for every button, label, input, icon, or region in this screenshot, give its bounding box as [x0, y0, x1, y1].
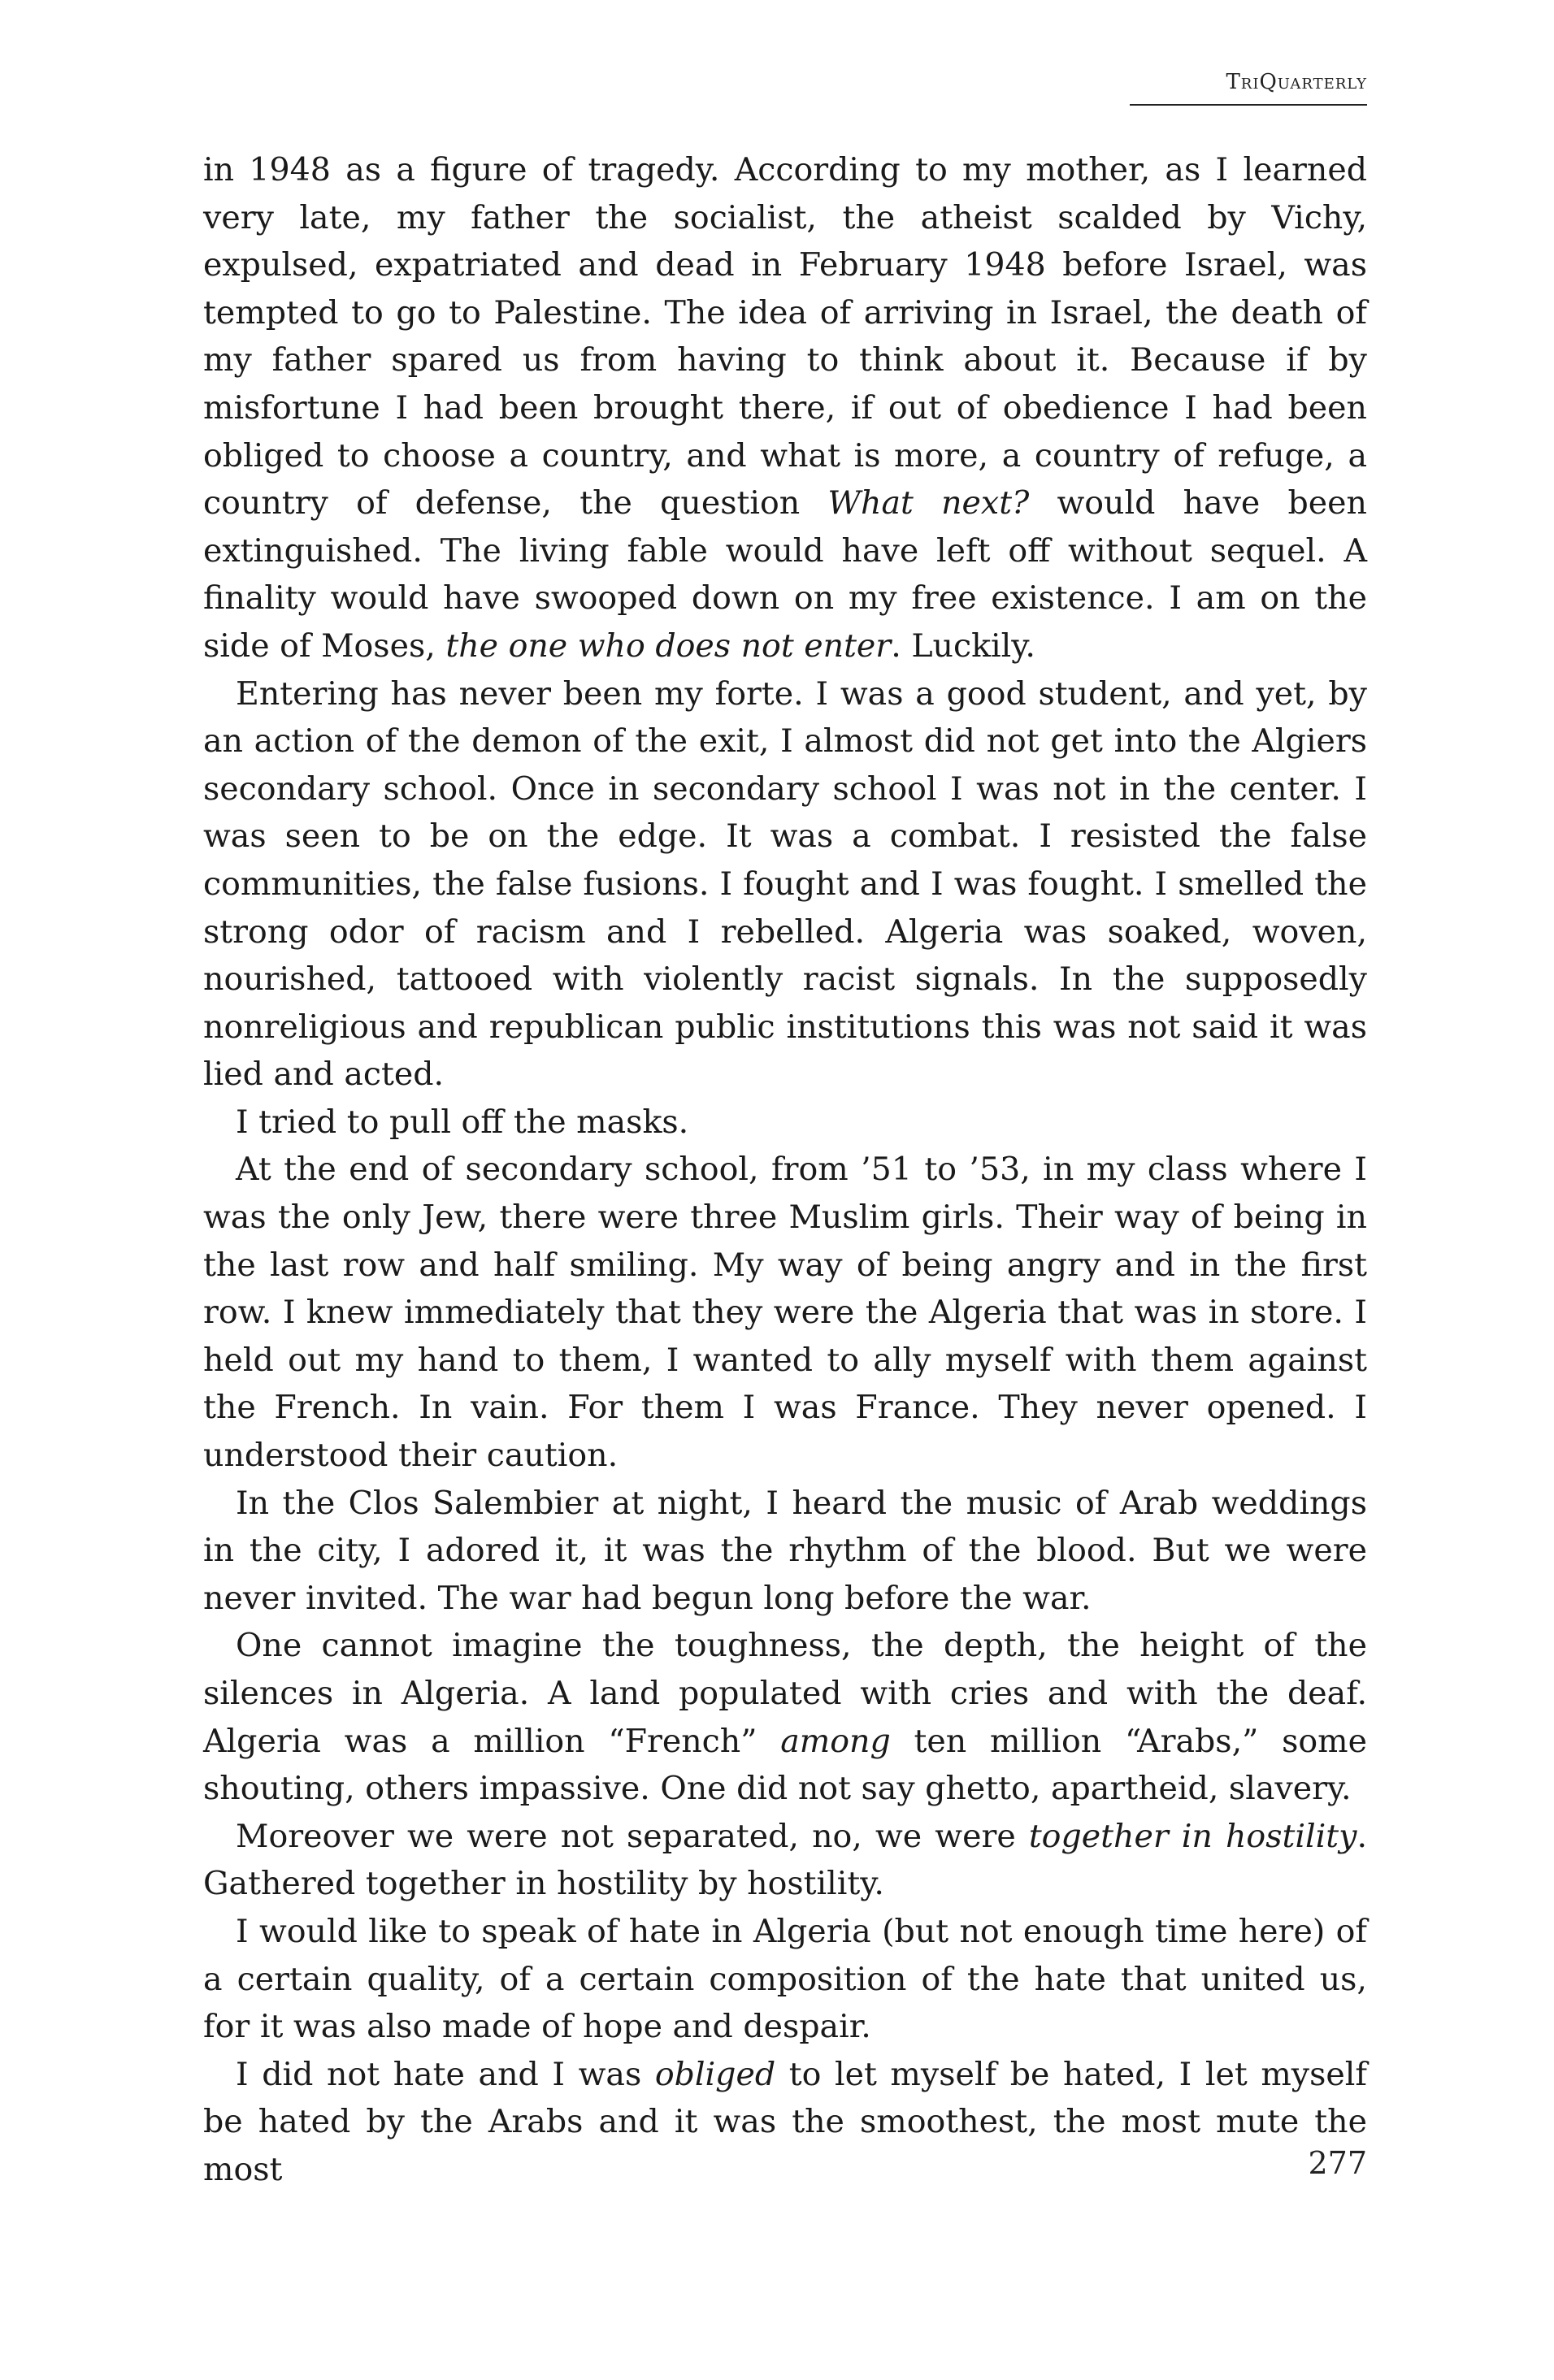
- body-text: [203, 146, 1367, 2194]
- paragraph-8: I would like to speak of hate in Algeria (but not enough time here) of a certain quality, of a certain composition of the hate that united us, for it was also made of hope and despair.: [203, 1912, 1367, 2046]
- header-rule: [1130, 104, 1367, 106]
- emphasis-one-who-does-not-enter: the one who does not enter: [445, 626, 892, 665]
- emphasis-what-next: What next?: [827, 484, 1030, 522]
- paragraph-1: in 1948 as a figure of tragedy. According to my mother, as I learned very late, my father the socialist, the atheist scalded by Vichy, expulsed, expatriated and dead in February 1948 before Israel, was tempted to go to Palestine. The idea of arriving in Israel, the death of my father spared us from having to think about it. Because if by misfortune I had been brought there, if out of obedience I had been obliged to choose a country, and what is more, a country of refuge, a country of defense, the question What next? would have been extinguished. The living fable would have left off without sequel. A finality would have swooped down on my free existence. I am on the side of Moses, the one who does not enter. Luckily.: [203, 151, 1367, 665]
- paragraph-4: At the end of secondary school, from ’51 to ’53, in my class where I was the only Jew, there were three Muslim girls. Their way of being in the last row and half smiling. My way of being angry and in the first row. I knew immediately that they were the Algeria that was in store. I held out my hand to them, I wanted to ally myself with them against the French. In vain. For them I was France. They never opened. I understood their caution.: [203, 1151, 1367, 1475]
- emphasis-obliged: obliged: [654, 2055, 776, 2093]
- paragraph-7: Moreover we were not separated, no, we were together in hostility. Gathered together in hostility by hostility.: [203, 1817, 1367, 1903]
- emphasis-among: among: [780, 1722, 891, 1760]
- paragraph-2: Entering has never been my forte. I was a good student, and yet, by an action of the demon of the exit, I almost did not get into the Algiers secondary school. Once in secondary school I was not in the center. I was seen to be on the edge. It was a combat. I resisted the false communities, the false fusions. I fought and I was fought. I smelled the strong odor of racism and I rebelled. Algeria was soaked, woven, nourished, tattooed with violently racist signals. In the supposedly nonreligious and republican public institutions this was not said it was lied and acted.: [203, 674, 1367, 1094]
- paragraph-5: In the Clos Salembier at night, I heard the music of Arab weddings in the city, I adored it, it was the rhythm of the blood. But we were never invited. The war had begun long before the war.: [203, 1484, 1367, 1617]
- running-head: TriQuarterly: [1226, 70, 1367, 94]
- paragraph-6: One cannot imagine the toughness, the depth, the height of the silences in Algeria. A land populated with cries and with the deaf. Algeria was a million “French” among ten million “Arabs,” some shouting, others impassive. One did not say ghetto, apartheid, slavery.: [203, 1627, 1367, 1808]
- emphasis-together-in-hostility: together in hostility: [1028, 1817, 1357, 1855]
- page-number: 277: [1308, 2145, 1367, 2181]
- paragraph-9: I did not hate and I was obliged to let myself be hated, I let myself be hated by the Arabs and it was the smoothest, the most mute the most: [203, 2055, 1367, 2188]
- paragraph-3: I tried to pull off the masks.: [236, 1103, 689, 1141]
